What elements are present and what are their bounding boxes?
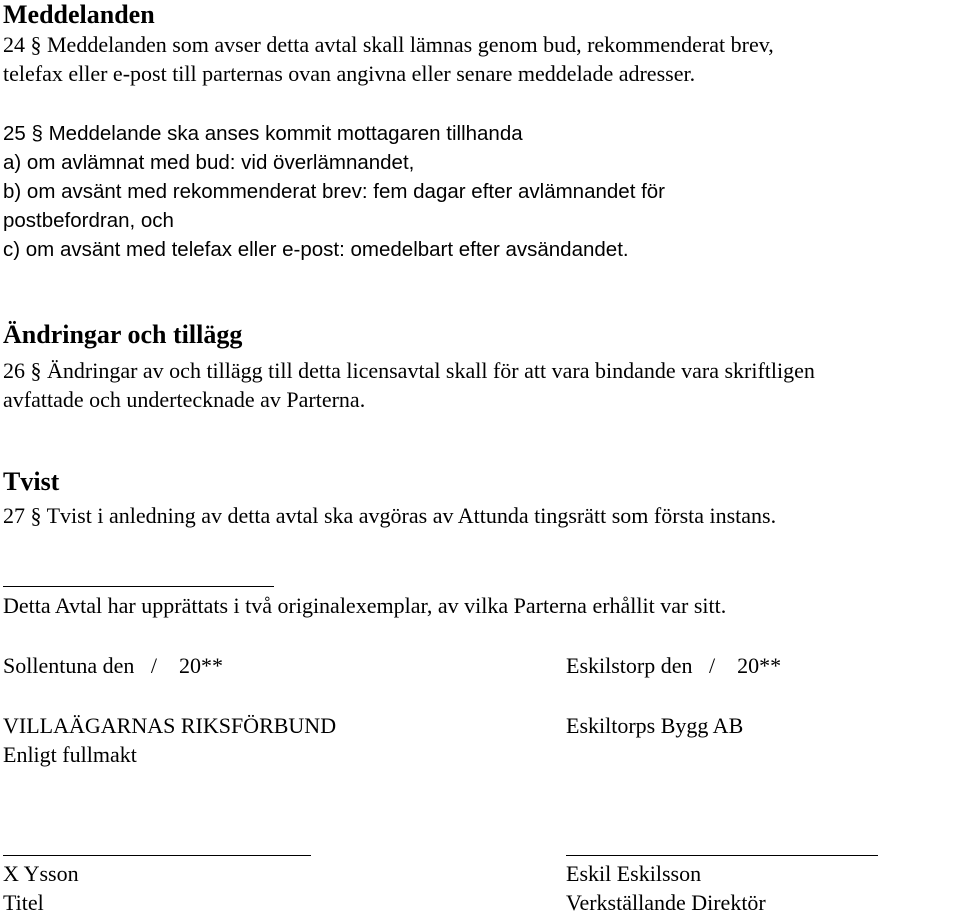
- clause-26-line-2: avfattade och undertecknade av Parterna.: [3, 387, 366, 412]
- right-signer-name: Eskil Eskilsson: [566, 861, 702, 886]
- heading-andringar: Ändringar och tillägg: [3, 320, 243, 349]
- clause-25-line-2: a) om avlämnat med bud: vid överlämnandet,: [3, 151, 415, 174]
- right-place-date: Eskilstorp den / 20**: [566, 653, 782, 678]
- left-organisation: VILLAÄGARNAS RIKSFÖRBUND: [3, 713, 337, 738]
- heading-meddelanden: Meddelanden: [3, 0, 155, 29]
- clause-27: 27 § Tvist i anledning av detta avtal ska avgöras av Attunda tingsrätt som första instans.: [3, 503, 777, 528]
- clause-26-line-1: 26 § Ändringar av och tillägg till detta licensavtal skall för att vara bindande vara skriftligen: [3, 358, 815, 383]
- left-signer-name: X Ysson: [3, 861, 79, 886]
- closing-statement: Detta Avtal har upprättats i två originalexemplar, av vilka Parterna erhållit var sitt.: [3, 593, 727, 618]
- left-place-date: Sollentuna den / 20**: [3, 653, 223, 678]
- right-signer-title: Verkställande Direktör: [566, 890, 766, 915]
- left-signer-title: Titel: [3, 890, 44, 915]
- clause-24-line-1: 24 § Meddelanden som avser detta avtal skall lämnas genom bud, rekommenderat brev,: [3, 32, 774, 57]
- separator-line: [3, 586, 274, 587]
- left-signature-line: [3, 855, 311, 856]
- clause-24-line-2: telefax eller e-post till parternas ovan angivna eller senare meddelade adresser.: [3, 61, 696, 86]
- heading-tvist: Tvist: [3, 467, 60, 496]
- clause-25-line-5: c) om avsänt med telefax eller e-post: omedelbart efter avsändandet.: [3, 238, 629, 261]
- right-organisation: Eskiltorps Bygg AB: [566, 713, 744, 738]
- clause-25-line-4: postbefordran, och: [3, 209, 174, 232]
- clause-25-line-1: 25 § Meddelande ska anses kommit mottagaren tillhanda: [3, 122, 523, 145]
- clause-25-line-3: b) om avsänt med rekommenderat brev: fem dagar efter avlämnandet för: [3, 180, 666, 203]
- left-note: Enligt fullmakt: [3, 742, 137, 767]
- right-signature-line: [566, 855, 878, 856]
